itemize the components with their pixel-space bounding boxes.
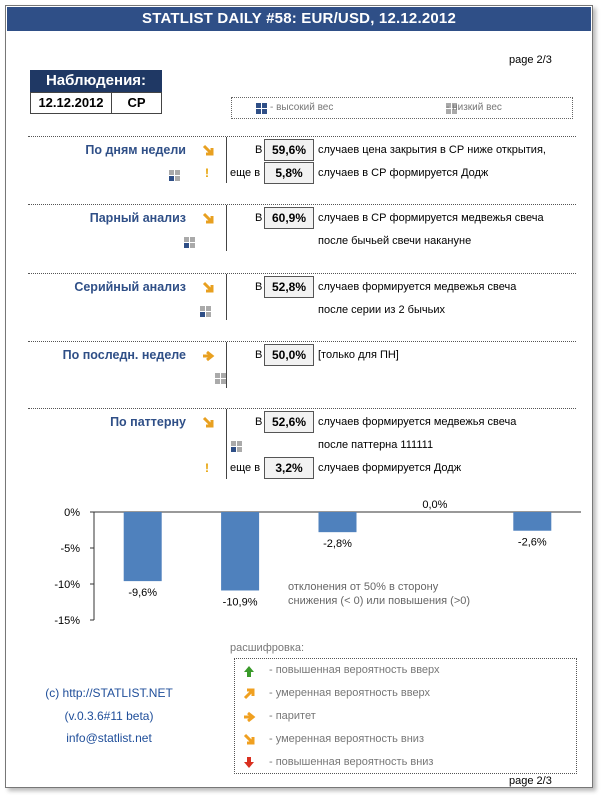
probability-value: 59,6%: [264, 139, 314, 161]
section-title-pattern: По паттерну: [110, 415, 186, 429]
down-right-arrow-icon: [202, 416, 216, 430]
low-weight-icon: [184, 237, 195, 248]
bar-value-label: -10,9%: [222, 596, 258, 609]
bar-value-label: -2,6%: [517, 536, 547, 549]
down-right-arrow-icon: [202, 144, 216, 158]
section-divider: [28, 341, 576, 342]
bar-2: [221, 512, 259, 590]
low-weight-icon: [215, 373, 226, 384]
up-arrow-green-icon: [243, 665, 255, 678]
report-title: STATLIST DAILY #58: EUR/USD, 12.12.2012: [7, 7, 591, 31]
row-prefix: В: [255, 281, 263, 293]
section-vline: [226, 342, 227, 388]
probability-value: 3,2%: [264, 457, 314, 479]
row-text: [только для ПН]: [318, 349, 399, 361]
legend-item-moderate-down: - умеренная вероятность вниз: [269, 733, 424, 745]
low-weight-icon: [169, 170, 180, 181]
chart-annotation: отклонения от 50% в сторону: [288, 581, 439, 593]
legend-item-moderate-up: - умеренная вероятность вверх: [269, 687, 431, 699]
low-weight-label: - низкий вес: [446, 102, 502, 113]
footer-site[interactable]: (c) http://STATLIST.NET: [45, 686, 173, 700]
high-weight-icon: [256, 103, 267, 114]
row-extra-text: после паттерна 111111: [318, 439, 434, 451]
y-tick-label: 0%: [64, 507, 80, 519]
down-right-arrow-orange-icon: [243, 733, 256, 746]
page-number-bottom: page 2/3: [509, 775, 552, 787]
decode-legend-title: расшифровка:: [230, 642, 305, 654]
observation-day: СР: [111, 92, 162, 114]
doji-warning-icon: !: [205, 461, 209, 475]
bar-1: [124, 512, 162, 581]
row-text: случаев в СР формируется Додж: [318, 167, 489, 179]
y-tick-label: -5%: [60, 543, 80, 555]
observations-heading: Наблюдения:: [30, 70, 162, 92]
probability-value: 60,9%: [264, 207, 314, 229]
section-vline: [226, 205, 227, 251]
bar-value-label: -9,6%: [128, 587, 158, 600]
probability-value: 5,8%: [264, 162, 314, 184]
section-divider: [28, 408, 576, 409]
down-arrow-red-icon: [243, 756, 255, 769]
decode-legend: [234, 658, 577, 774]
row-text: случаев формируется Додж: [318, 462, 462, 474]
bar-3: [319, 512, 357, 532]
row-prefix: В: [255, 416, 263, 428]
right-arrow-orange-icon: [243, 710, 256, 723]
legend-item-strong-up: - повышенная вероятность вверх: [269, 664, 440, 676]
y-tick-label: -15%: [54, 615, 80, 627]
row-extra-text: после бычьей свечи накануне: [318, 235, 472, 247]
right-arrow-icon: [202, 349, 216, 363]
footer-version: (v.0.3.6#11 beta): [64, 709, 154, 723]
section-divider: [28, 136, 576, 137]
row-extra-text: после серии из 2 бычьих: [318, 304, 445, 316]
bar-5: [513, 512, 551, 531]
row-text: случаев формируется медвежья свеча: [318, 416, 517, 428]
row-prefix: В: [255, 144, 263, 156]
row-prefix: еще в: [230, 167, 261, 179]
down-right-arrow-icon: [202, 212, 216, 226]
row-text: случаев в СР формируется медвежья свеча: [318, 212, 544, 224]
row-text: случаев формируется медвежья свеча: [318, 281, 517, 293]
probability-value: 52,6%: [264, 411, 314, 433]
high-weight-label: - высокий вес: [270, 102, 334, 113]
observation-date: 12.12.2012: [30, 92, 112, 114]
deviation-bar-chart: [6, 496, 592, 636]
low-weight-icon: [200, 306, 211, 317]
section-title-series: Серийный анализ: [74, 280, 186, 294]
legend-item-strong-down: - повышенная вероятность вниз: [269, 756, 434, 768]
page-number-top: page 2/3: [509, 54, 552, 66]
report-page: [5, 5, 593, 788]
section-vline: [226, 274, 227, 320]
probability-value: 52,8%: [264, 276, 314, 298]
weight-legend: [231, 97, 573, 119]
row-text: случаев цена закрытия в СР ниже открытия,: [318, 144, 546, 156]
section-divider: [28, 204, 576, 205]
y-tick-label: -10%: [54, 579, 80, 591]
probability-value: 50,0%: [264, 344, 314, 366]
row-prefix: В: [255, 349, 263, 361]
chart-annotation: снижения (< 0) или повышения (>0): [288, 595, 471, 607]
legend-item-parity: - паритет: [269, 710, 316, 722]
bar-value-label: -2,8%: [323, 538, 352, 551]
row-prefix: еще в: [230, 462, 261, 474]
bar-value-label: 0,0%: [422, 499, 448, 511]
section-title-pair: Парный анализ: [89, 211, 186, 225]
section-title-last-week: По последн. неделе: [62, 348, 186, 362]
footer-email[interactable]: info@statlist.net: [66, 731, 152, 745]
down-right-arrow-icon: [202, 281, 216, 295]
section-title-weekday: По дням недели: [85, 143, 186, 157]
section-vline: [226, 409, 227, 479]
low-weight-icon: [231, 441, 242, 452]
section-divider: [28, 273, 576, 274]
up-right-arrow-orange-icon: [243, 687, 256, 700]
doji-warning-icon: !: [205, 166, 209, 180]
section-vline: [226, 137, 227, 183]
row-prefix: В: [255, 212, 263, 224]
